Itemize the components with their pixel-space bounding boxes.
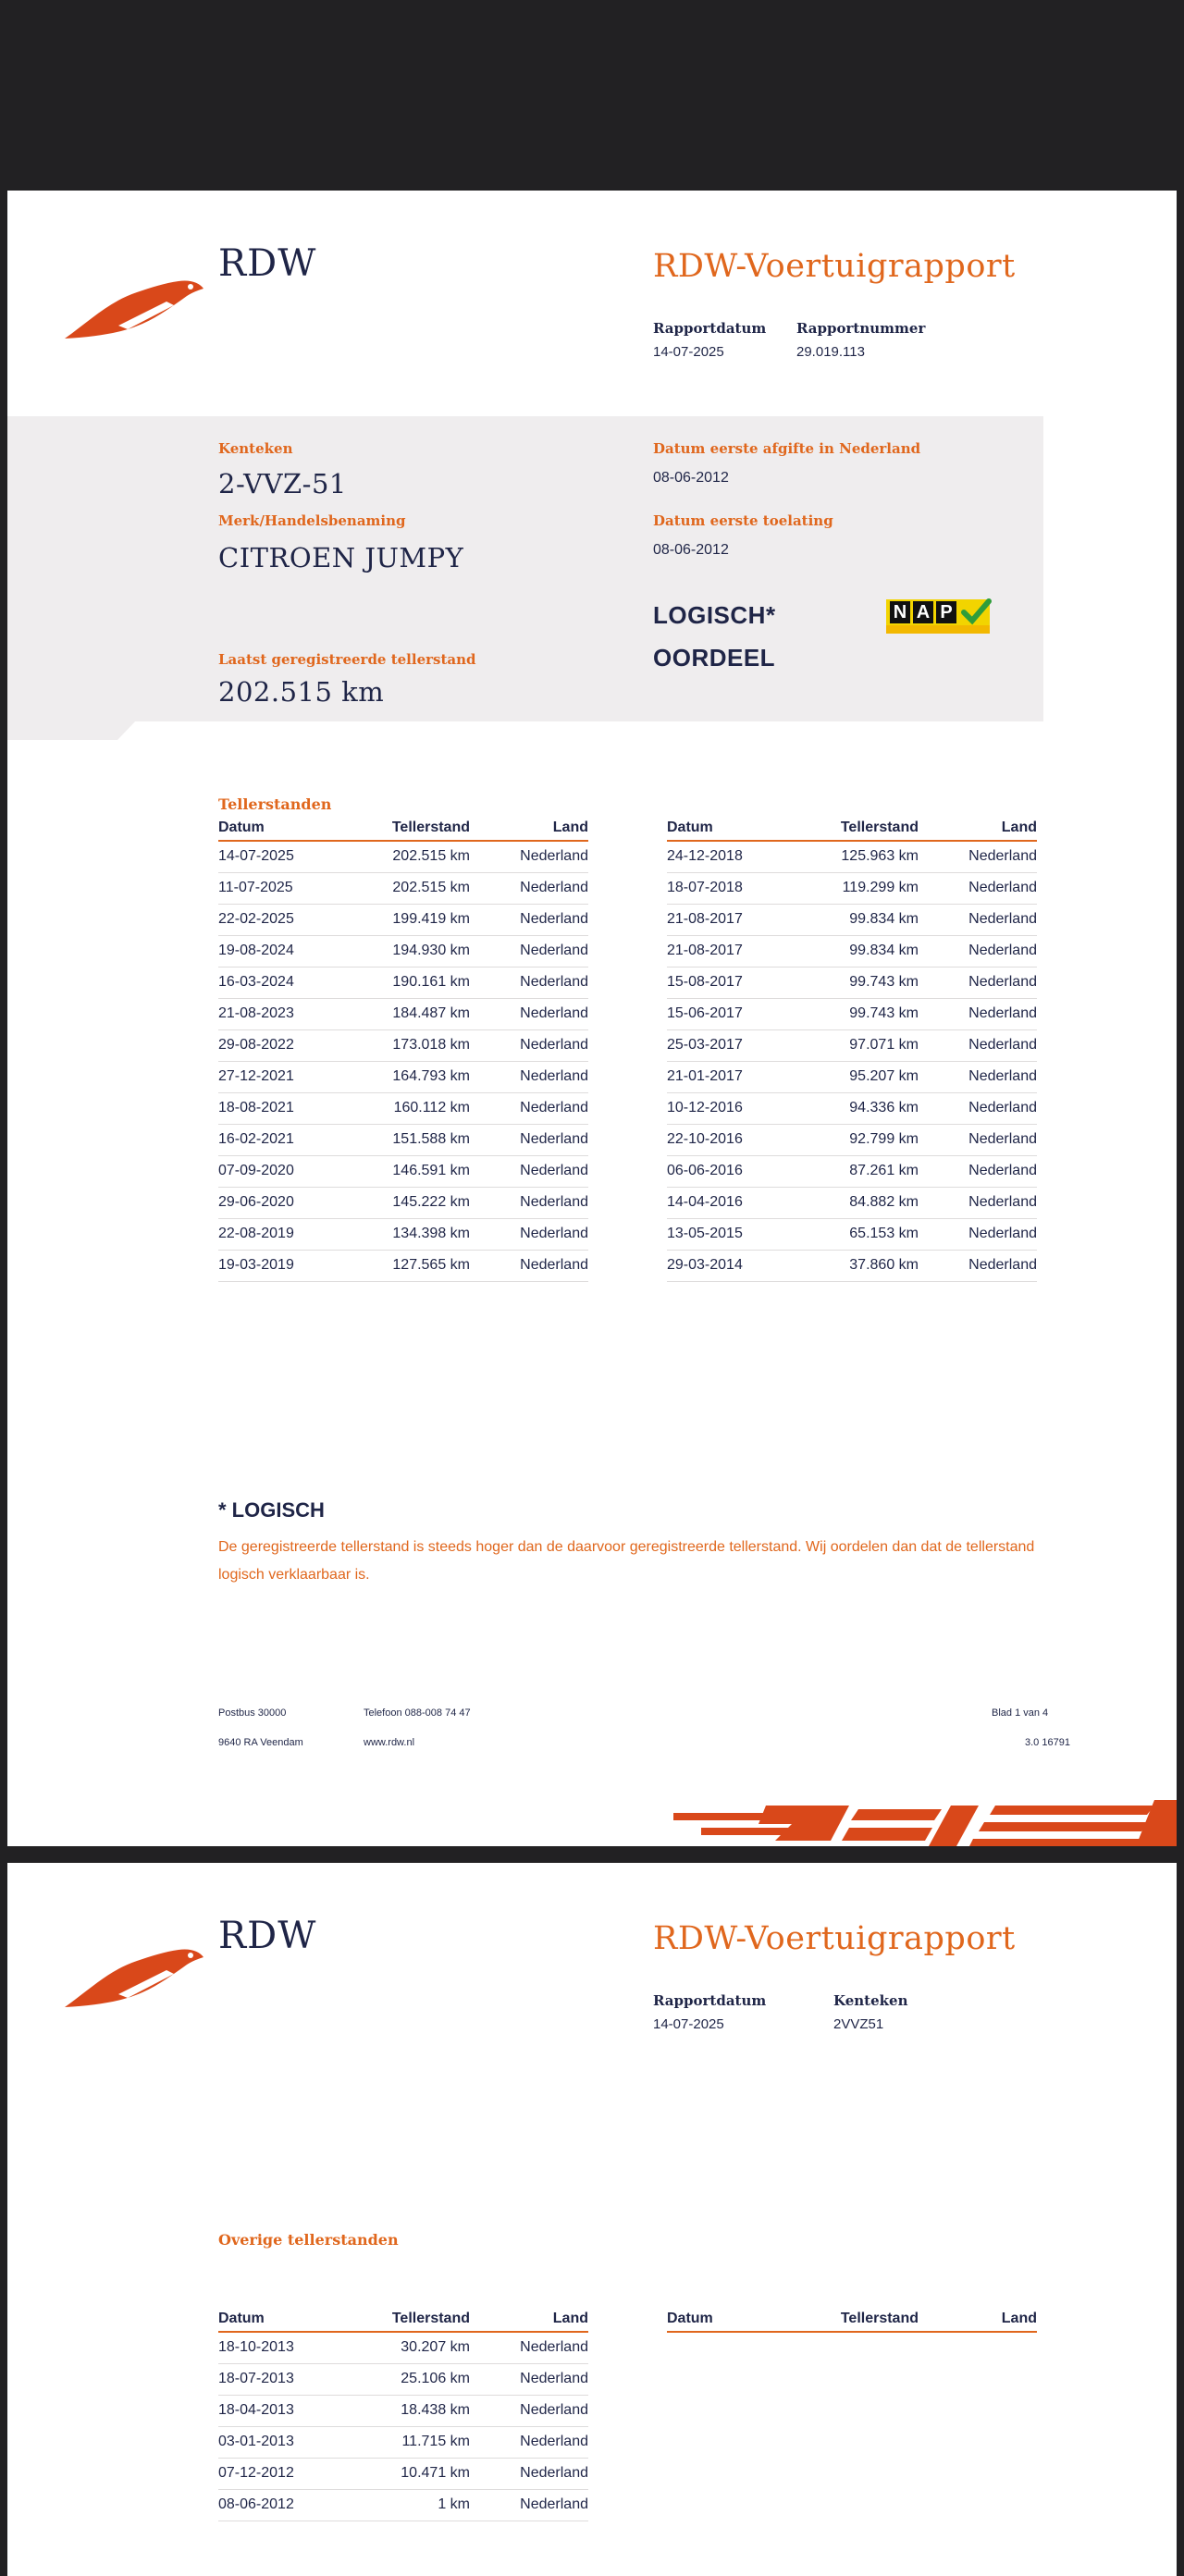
- cell-country: Nederland: [520, 1068, 588, 1084]
- cell-country: Nederland: [968, 1194, 1037, 1210]
- cell-date: 06-06-2016: [667, 1163, 743, 1178]
- cell-date: 22-10-2016: [667, 1131, 743, 1147]
- cell-reading: 37.860 km: [849, 1257, 919, 1273]
- cell-country: Nederland: [968, 848, 1037, 864]
- report-title: RDW-Voertuigrapport: [653, 248, 1016, 285]
- cell-date: 07-09-2020: [218, 1163, 294, 1178]
- cell-country: Nederland: [520, 1131, 588, 1147]
- cell-date: 29-06-2020: [218, 1194, 294, 1210]
- table-row: [218, 999, 588, 1030]
- cell-country: Nederland: [968, 974, 1037, 990]
- table-row: [667, 936, 1037, 968]
- report-number-value: 29.019.113: [796, 344, 865, 360]
- cell-reading: 202.515 km: [392, 880, 470, 895]
- cell-country: Nederland: [520, 1163, 588, 1178]
- cell-date: 08-06-2012: [218, 2496, 294, 2512]
- cell-country: Nederland: [520, 1194, 588, 1210]
- cell-reading: 99.834 km: [849, 911, 919, 927]
- table-row: [218, 1030, 588, 1062]
- cell-country: Nederland: [520, 2465, 588, 2481]
- cell-country: Nederland: [968, 1068, 1037, 1084]
- footer-postbus: Postbus 30000: [218, 1707, 287, 1719]
- footer-page-number: Blad 1 van 4: [992, 1707, 1049, 1719]
- cell-date: 15-08-2017: [667, 974, 743, 990]
- table-row: [667, 873, 1037, 905]
- footer-city: 9640 RA Veendam: [218, 1737, 303, 1748]
- vehicle-summary-panel: [7, 416, 1043, 721]
- cell-date: 18-07-2018: [667, 880, 743, 895]
- cell-date: 15-06-2017: [667, 1005, 743, 1021]
- cell-country: Nederland: [520, 2434, 588, 2449]
- cell-date: 07-12-2012: [218, 2465, 294, 2481]
- table-row: [667, 905, 1037, 936]
- cell-country: Nederland: [968, 1005, 1037, 1021]
- note-title: * LOGISCH: [218, 1498, 325, 1522]
- plate-value: 2VVZ51: [833, 2016, 884, 2032]
- cell-country: Nederland: [520, 2371, 588, 2386]
- cell-country: Nederland: [520, 2339, 588, 2355]
- cell-reading: 119.299 km: [842, 880, 919, 895]
- cell-date: 10-12-2016: [667, 1100, 743, 1115]
- cell-country: Nederland: [520, 848, 588, 864]
- first-admission-label: Datum eerste toelating: [653, 512, 833, 529]
- table-row: [667, 1156, 1037, 1188]
- table-header: Datum Tellerstand Land: [218, 820, 588, 842]
- rdw-eagle-logo: [63, 265, 211, 348]
- cell-date: 25-03-2017: [667, 1037, 743, 1053]
- cell-date: 22-02-2025: [218, 911, 294, 927]
- cell-reading: 92.799 km: [849, 1131, 919, 1147]
- cell-reading: 184.487 km: [392, 1005, 470, 1021]
- readings-table-left: [218, 820, 588, 1282]
- table-row: [218, 1093, 588, 1125]
- cell-date: 19-03-2019: [218, 1257, 294, 1273]
- cell-country: Nederland: [968, 880, 1037, 895]
- table-row: [667, 999, 1037, 1030]
- footer-code: 3.0 16791: [1025, 1737, 1070, 1748]
- table-row: [218, 905, 588, 936]
- make-value: CITROEN JUMPY: [218, 542, 464, 573]
- table-row: [218, 1219, 588, 1251]
- cell-reading: 202.515 km: [392, 848, 470, 864]
- cell-reading: 194.930 km: [392, 943, 470, 958]
- cell-reading: 145.222 km: [392, 1194, 470, 1210]
- cell-country: Nederland: [520, 880, 588, 895]
- cell-date: 18-07-2013: [218, 2371, 294, 2386]
- verdict-logisch: LOGISCH*: [653, 601, 776, 629]
- cell-date: 14-07-2025: [218, 848, 294, 864]
- nap-letter-a: A: [913, 601, 933, 623]
- cell-date: 18-08-2021: [218, 1100, 294, 1115]
- cell-date: 16-03-2024: [218, 974, 294, 990]
- cell-reading: 199.419 km: [392, 911, 470, 927]
- cell-country: Nederland: [968, 1257, 1037, 1273]
- cell-date: 16-02-2021: [218, 1131, 294, 1147]
- verdict-oordeel: OORDEEL: [653, 644, 776, 672]
- cell-country: Nederland: [520, 1226, 588, 1241]
- cell-date: 03-01-2013: [218, 2434, 294, 2449]
- cell-date: 19-08-2024: [218, 943, 294, 958]
- first-admission-value: 08-06-2012: [653, 542, 729, 558]
- panel-notch: [7, 720, 137, 740]
- checkmark-icon: [960, 596, 992, 627]
- cell-country: Nederland: [968, 943, 1037, 958]
- make-label: Merk/Handelsbenaming: [218, 512, 406, 529]
- cell-reading: 127.565 km: [392, 1257, 470, 1273]
- cell-reading: 84.882 km: [849, 1194, 919, 1210]
- cell-country: Nederland: [968, 911, 1037, 927]
- report-title: RDW-Voertuigrapport: [653, 1920, 1016, 1957]
- report-date-label: Rapportdatum: [653, 320, 767, 337]
- cell-country: Nederland: [520, 943, 588, 958]
- cell-reading: 164.793 km: [392, 1068, 470, 1084]
- table-row: [667, 1219, 1037, 1251]
- nap-badge: [886, 599, 990, 635]
- cell-date: 18-10-2013: [218, 2339, 294, 2355]
- report-date-label: Rapportdatum: [653, 1992, 767, 2009]
- cell-country: Nederland: [520, 1037, 588, 1053]
- cell-country: Nederland: [968, 1037, 1037, 1053]
- cell-reading: 97.071 km: [849, 1037, 919, 1053]
- cell-country: Nederland: [520, 1100, 588, 1115]
- cell-reading: 10.471 km: [401, 2465, 470, 2481]
- cell-date: 24-12-2018: [667, 848, 743, 864]
- table-row: [218, 968, 588, 999]
- table-header: Datum Tellerstand Land: [218, 2311, 588, 2333]
- nap-letter-n: N: [890, 601, 910, 623]
- other-readings-table-left: [218, 2311, 588, 2521]
- table-row: [218, 1188, 588, 1219]
- plate-label: Kenteken: [833, 1992, 908, 2009]
- table-row: [218, 1125, 588, 1156]
- other-readings-title: Overige tellerstanden: [218, 2231, 399, 2249]
- report-page-2: [7, 1863, 1177, 2576]
- cell-date: 21-08-2017: [667, 911, 743, 927]
- report-number-label: Rapportnummer: [796, 320, 926, 337]
- decorative-stripes: [673, 1800, 1177, 1846]
- cell-country: Nederland: [968, 1226, 1037, 1241]
- cell-reading: 18.438 km: [401, 2402, 470, 2418]
- other-readings-table-right: [667, 2311, 1037, 2333]
- cell-reading: 65.153 km: [849, 1226, 919, 1241]
- brand-name: RDW: [218, 242, 317, 285]
- cell-reading: 30.207 km: [401, 2339, 470, 2355]
- cell-country: Nederland: [520, 2496, 588, 2512]
- brand-name: RDW: [218, 1915, 317, 1957]
- cell-reading: 173.018 km: [392, 1037, 470, 1053]
- cell-reading: 146.591 km: [392, 1163, 470, 1178]
- table-row: [667, 1062, 1037, 1093]
- plate-label: Kenteken: [218, 440, 293, 457]
- cell-country: Nederland: [520, 1005, 588, 1021]
- odometer-value: 202.515 km: [218, 676, 385, 708]
- readings-section-title: Tellerstanden: [218, 795, 332, 813]
- cell-date: 29-08-2022: [218, 1037, 294, 1053]
- first-nl-label: Datum eerste afgifte in Nederland: [653, 440, 921, 457]
- cell-reading: 87.261 km: [849, 1163, 919, 1178]
- table-row: [218, 1062, 588, 1093]
- cell-reading: 94.336 km: [849, 1100, 919, 1115]
- footer-phone: Telefoon 088-008 74 47: [364, 1707, 471, 1719]
- cell-reading: 95.207 km: [849, 1068, 919, 1084]
- table-row: [667, 1188, 1037, 1219]
- cell-reading: 99.743 km: [849, 1005, 919, 1021]
- cell-date: 14-04-2016: [667, 1194, 743, 1210]
- cell-reading: 190.161 km: [392, 974, 470, 990]
- table-row: [218, 842, 588, 873]
- table-row: [667, 1093, 1037, 1125]
- table-row: [218, 873, 588, 905]
- cell-reading: 1 km: [438, 2496, 470, 2512]
- readings-table-right: [667, 820, 1037, 1282]
- cell-reading: 125.963 km: [841, 848, 919, 864]
- cell-country: Nederland: [520, 2402, 588, 2418]
- cell-reading: 25.106 km: [401, 2371, 470, 2386]
- table-row: [218, 1251, 588, 1282]
- cell-country: Nederland: [520, 1257, 588, 1273]
- table-row: [667, 842, 1037, 873]
- table-row: [667, 1251, 1037, 1282]
- cell-reading: 160.112 km: [393, 1100, 470, 1115]
- table-row: [218, 2459, 588, 2490]
- table-row: [218, 2427, 588, 2459]
- cell-reading: 11.715 km: [401, 2434, 470, 2449]
- cell-country: Nederland: [968, 1100, 1037, 1115]
- cell-date: 22-08-2019: [218, 1226, 294, 1241]
- table-row: [667, 1030, 1037, 1062]
- rdw-eagle-logo: [63, 1933, 211, 2016]
- table-row: [218, 2364, 588, 2396]
- table-row: [218, 1156, 588, 1188]
- report-date-value: 14-07-2025: [653, 344, 724, 360]
- cell-date: 29-03-2014: [667, 1257, 743, 1273]
- note-text: De geregistreerde tellerstand is steeds hoger dan de daarvoor geregistreerde tellerstand. Wij oordelen dan dat de tellerstand logisch verklaarbaar is.: [218, 1539, 1035, 1583]
- cell-country: Nederland: [520, 911, 588, 927]
- cell-date: 18-04-2013: [218, 2402, 294, 2418]
- report-page-1: [7, 191, 1177, 1846]
- odometer-label: Laatst geregistreerde tellerstand: [218, 651, 476, 668]
- cell-date: 27-12-2021: [218, 1068, 294, 1084]
- cell-date: 11-07-2025: [218, 880, 293, 895]
- cell-reading: 151.588 km: [392, 1131, 470, 1147]
- table-row: [667, 968, 1037, 999]
- cell-date: 21-01-2017: [667, 1068, 743, 1084]
- table-header: Datum Tellerstand Land: [667, 820, 1037, 842]
- report-date-value: 14-07-2025: [653, 2016, 724, 2032]
- cell-date: 21-08-2017: [667, 943, 743, 958]
- table-row: [218, 2490, 588, 2521]
- table-header: Datum Tellerstand Land: [667, 2311, 1037, 2333]
- table-row: [218, 2396, 588, 2427]
- cell-reading: 99.834 km: [849, 943, 919, 958]
- footer-web-link[interactable]: www.rdw.nl: [364, 1737, 415, 1748]
- plate-value: 2-VVZ-51: [218, 468, 347, 499]
- cell-reading: 134.398 km: [392, 1226, 470, 1241]
- cell-reading: 99.743 km: [849, 974, 919, 990]
- cell-date: 21-08-2023: [218, 1005, 294, 1021]
- table-row: [218, 936, 588, 968]
- first-nl-value: 08-06-2012: [653, 470, 729, 486]
- cell-country: Nederland: [968, 1163, 1037, 1178]
- nap-letter-p: P: [936, 601, 956, 623]
- table-row: [218, 2333, 588, 2364]
- cell-country: Nederland: [520, 974, 588, 990]
- cell-date: 13-05-2015: [667, 1226, 743, 1241]
- table-row: [667, 1125, 1037, 1156]
- cell-country: Nederland: [968, 1131, 1037, 1147]
